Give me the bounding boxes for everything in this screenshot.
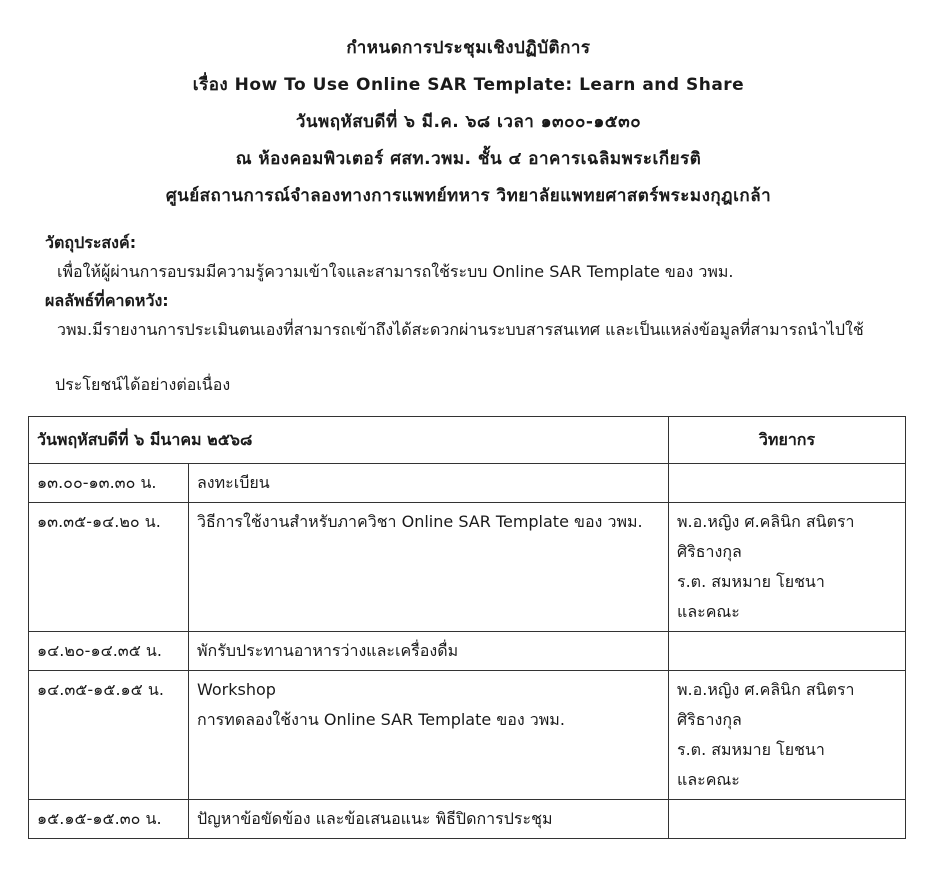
expected-outcome-text-line2: ประโยชน์ได้อย่างต่อเนื่อง: [55, 375, 231, 394]
schedule-speaker-cell: [669, 632, 906, 671]
schedule-topic-line: ลงทะเบียน: [197, 473, 270, 492]
schedule-table: [28, 416, 906, 839]
schedule-date-header: วันพฤหัสบดีที่ ๖ มีนาคม ๒๕๖๘: [29, 417, 669, 464]
schedule-topic-line: วิธีการใช้งานสำหรับภาควิชา Online SAR Template ของ วพม.: [197, 512, 643, 531]
schedule-speaker-header: วิทยากร: [669, 417, 906, 464]
schedule-speaker-line: ร.ต. สมหมาย โยชนา: [677, 740, 825, 759]
document-venue: ณ ห้องคอมพิวเตอร์ ศสท.วพม. ชั้น ๔ อาคารเฉลิมพระเกียรติ: [235, 149, 702, 169]
schedule-topic-cell: [189, 632, 669, 671]
schedule-speaker-line: และคณะ: [677, 602, 740, 621]
schedule-row: [29, 800, 906, 839]
schedule-speaker-line: พ.อ.หญิง ศ.คลินิก สนิตรา: [677, 512, 855, 531]
document-subject: เรื่อง How To Use Online SAR Template: Learn and Share: [192, 75, 745, 95]
schedule-topic-line: พักรับประทานอาหารว่างและเครื่องดื่ม: [197, 641, 459, 660]
schedule-topic-line: ปัญหาข้อขัดข้อง และข้อเสนอแนะ พิธีปิดการประชุม: [197, 809, 553, 828]
schedule-speaker-line: และคณะ: [677, 770, 740, 789]
document-date-time: วันพฤหัสบดีที่ ๖ มี.ค. ๖๘ เวลา ๑๓๐๐-๑๕๓๐: [295, 112, 642, 132]
schedule-topic-line: Workshop: [197, 680, 276, 699]
schedule-time-cell: ๑๓.๐๐-๑๓.๓๐ น.: [29, 464, 189, 503]
document-title: กำหนดการประชุมเชิงปฏิบัติการ: [346, 38, 591, 58]
schedule-time-cell: ๑๕.๑๕-๑๕.๓๐ น.: [29, 800, 189, 839]
schedule-speaker-cell: [669, 503, 906, 632]
schedule-speaker-cell: [669, 800, 906, 839]
schedule-time-cell: ๑๓.๓๕-๑๔.๒๐ น.: [29, 503, 189, 632]
schedule-row: [29, 503, 906, 632]
schedule-row: [29, 632, 906, 671]
expected-outcome-text-line1: วพม.มีรายงานการประเมินตนเองที่สามารถเข้าถึงได้สะดวกผ่านระบบสารสนเทศ และเป็นแหล่งข้อมูลที่สามารถนำไปใช้: [57, 320, 864, 339]
schedule-speaker-cell: [669, 464, 906, 503]
schedule-topic-line: การทดลองใช้งาน Online SAR Template ของ วพม.: [197, 710, 565, 729]
objective-heading: วัตถุประสงค์:: [45, 233, 137, 252]
schedule-speaker-line: ศิริธางกุล: [677, 542, 742, 561]
schedule-time-cell: ๑๔.๓๕-๑๕.๑๕ น.: [29, 671, 189, 800]
schedule-row: [29, 671, 906, 800]
expected-outcome-heading: ผลลัพธ์ที่คาดหวัง:: [45, 291, 169, 310]
schedule-speaker-cell: [669, 671, 906, 800]
schedule-header-row: [29, 417, 906, 464]
schedule-speaker-line: ศิริธางกุล: [677, 710, 742, 729]
schedule-speaker-line: ร.ต. สมหมาย โยชนา: [677, 572, 825, 591]
schedule-topic-cell: [189, 671, 669, 800]
schedule-speaker-line: พ.อ.หญิง ศ.คลินิก สนิตรา: [677, 680, 855, 699]
schedule-topic-cell: [189, 464, 669, 503]
schedule-row: [29, 464, 906, 503]
schedule-topic-cell: [189, 800, 669, 839]
document-header: [0, 30, 937, 215]
schedule-time-cell: ๑๔.๒๐-๑๔.๓๕ น.: [29, 632, 189, 671]
document-organization: ศูนย์สถานการณ์จำลองทางการแพทย์ทหาร วิทยาลัยแพทยศาสตร์พระมงกุฎเกล้า: [165, 186, 772, 206]
schedule-body: [29, 464, 906, 839]
objective-text: เพื่อให้ผู้ผ่านการอบรมมีความรู้ความเข้าใจและสามารถใช้ระบบ Online SAR Template ของ วพม.: [57, 262, 734, 281]
schedule-topic-cell: [189, 503, 669, 632]
document-body: [45, 228, 905, 399]
